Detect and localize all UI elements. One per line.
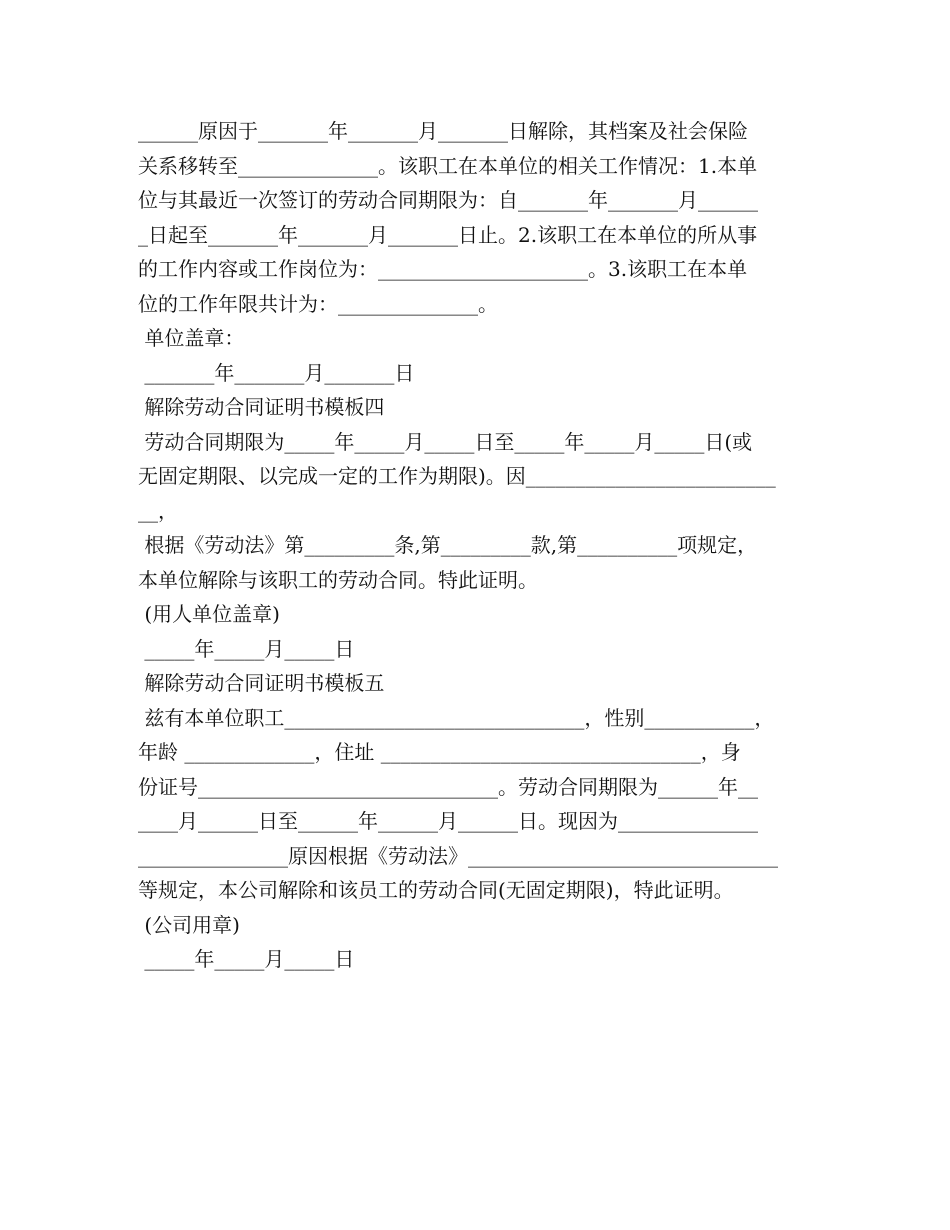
date-line: _______年_______月_______日 [138, 360, 415, 385]
text-line: ______原因于_______年_______月_______日解除，其档案及社会保险 [138, 119, 748, 143]
seal-label: (用人单位盖章) [138, 602, 280, 626]
text-line: 位的工作年限共计为：______________。 [138, 291, 498, 316]
text-line: _日起至_______年_______月_______日止。2.该职工在本单位的所从事 [138, 222, 758, 247]
text-line: __， [138, 498, 178, 523]
text-line: 兹有本单位职工______________________________，性别___________， [138, 705, 775, 730]
date-line: _____年_____月_____日 [138, 636, 355, 661]
text-line: 等规定，本公司解除和该员工的劳动合同(无固定期限)，特此证明。 [138, 878, 734, 902]
text-line: 本单位解除与该职工的劳动合同。特此证明。 [138, 567, 538, 592]
text-line: ____月______日至______年______月______日。现因为______________ [138, 809, 758, 833]
text-line: 份证号______________________________。劳动合同期限为______年__ [138, 774, 758, 799]
section-title: 解除劳动合同证明书模板四 [138, 395, 385, 419]
date-line: _____年_____月_____日 [138, 947, 355, 971]
seal-label: 单位盖章： [138, 326, 245, 350]
text-line: 的工作内容或工作岗位为：_____________________。3.该职工在本单 [138, 257, 748, 281]
text-line: 关系移转至______________。该职工在本单位的相关工作情况：1.本单 [138, 153, 758, 178]
text-line: 无固定期限、以完成一定的工作为期限)。因_________________________ [138, 464, 776, 488]
text-line: 根据《劳动法》第_________条,第_________款,第__________项规定， [138, 533, 758, 557]
text-line: 劳动合同期限为_____年_____月_____日至_____年_____月_____日(或 [138, 429, 753, 454]
document-body [138, 114, 828, 977]
text-line: 位与其最近一次签订的劳动合同期限为：自_______年_______月______ [138, 188, 758, 212]
section-title: 解除劳动合同证明书模板五 [138, 671, 385, 695]
text-line: _______________原因根据《劳动法》_______________________________ [138, 843, 778, 868]
seal-label: (公司用章) [138, 912, 240, 937]
text-line: 年龄 _____________，住址 ________________________________，身 [138, 740, 741, 764]
